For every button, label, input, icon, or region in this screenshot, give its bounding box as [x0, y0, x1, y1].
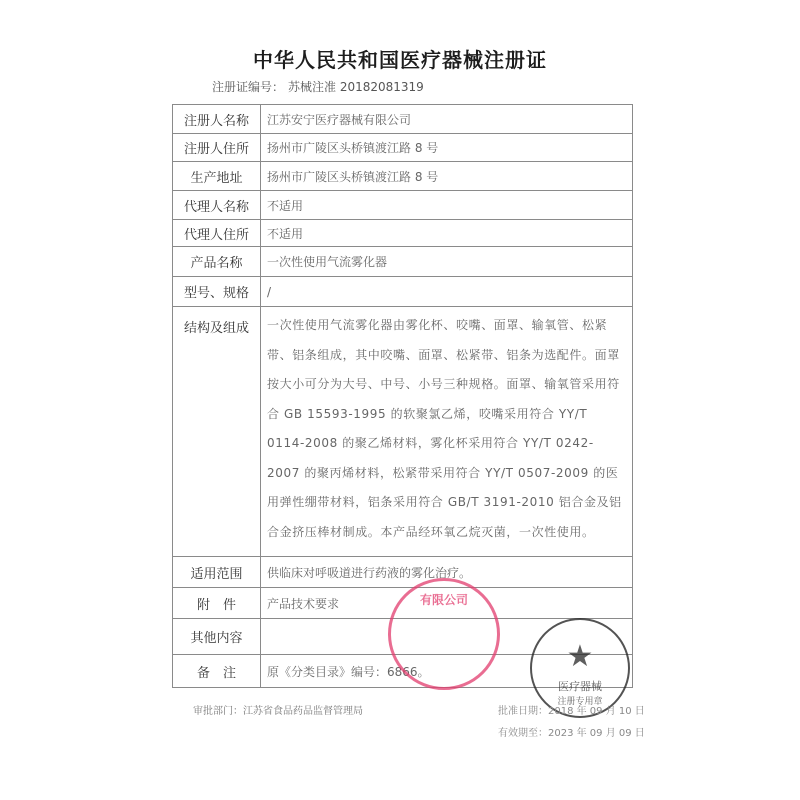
document-title: 中华人民共和国医疗器械注册证 [253, 48, 547, 72]
row-label: 产品名称 [173, 247, 261, 277]
row-label: 生产地址 [173, 162, 261, 191]
table-row [173, 191, 633, 220]
approval-department-label: 审批部门： [193, 706, 243, 717]
row-label: 注册人名称 [173, 105, 261, 134]
valid-until-label: 有效期至： [498, 728, 548, 739]
row-value: / [261, 277, 633, 307]
registration-number-label: 注册证编号： [212, 80, 285, 94]
row-label: 结构及组成 [173, 307, 261, 557]
row-label: 适用范围 [173, 557, 261, 588]
table-row [173, 277, 633, 307]
table-row [173, 307, 633, 557]
row-value: 原《分类目录》编号：6866。 [261, 655, 633, 688]
approval-date-value: 2018 年 09 月 10 日 [548, 706, 645, 717]
row-value: 江苏安宁医疗器械有限公司 [261, 105, 633, 134]
row-label: 其他内容 [173, 619, 261, 655]
row-value: 一次性使用气流雾化器由雾化杯、咬嘴、面罩、输氧管、松紧带、铝条组成，其中咬嘴、面罩、松紧带、铝条为选配件。面罩按大小可分为大号、中号、小号三种规格。面罩、输氧管采用符合 GB 15593-1995 的软聚氯乙烯，咬嘴采用符合 YY/T 0114-2008 的聚乙烯材料，雾化杯采用符合 YY/T 0242-2007 的聚丙烯材料，松紧带采用符合 YY/T 0507-2009 的医用弹性绷带材料，铝条采用符合 GB/T 3191-2010 铝合金及铝合金挤压棒材制成。本产品经环氧乙烷灭菌，一次性使用。 [261, 307, 633, 557]
row-value: 扬州市广陵区头桥镇渡江路 8 号 [261, 162, 633, 191]
row-value: 供临床对呼吸道进行药液的雾化治疗。 [261, 557, 633, 588]
table-row [173, 134, 633, 162]
valid-until-value: 2023 年 09 月 09 日 [548, 728, 645, 739]
row-value: 扬州市广陵区头桥镇渡江路 8 号 [261, 134, 633, 162]
official-seal-mid-text: 医疗器械 [558, 680, 602, 693]
approval-date-label: 批准日期： [498, 706, 548, 717]
table-row [173, 162, 633, 191]
table-row [173, 247, 633, 277]
row-value: 不适用 [261, 191, 633, 220]
star-icon: ★ [566, 639, 594, 674]
official-seal-bottom-text: 注册专用章 [557, 697, 603, 707]
table-row [173, 557, 633, 588]
row-value: 不适用 [261, 220, 633, 247]
registration-number [212, 78, 424, 95]
valid-until [498, 724, 645, 739]
table-row [173, 220, 633, 247]
company-seal-stamp [388, 578, 500, 690]
approval-date [498, 702, 645, 717]
row-label: 代理人住所 [173, 220, 261, 247]
approval-department-value: 江苏省食品药品监督管理局 [243, 706, 363, 717]
table-row [173, 105, 633, 134]
row-label: 备 注 [173, 655, 261, 688]
row-label: 注册人住所 [173, 134, 261, 162]
row-label: 型号、规格 [173, 277, 261, 307]
company-seal-text: 有限公司 [419, 593, 468, 607]
row-label: 代理人名称 [173, 191, 261, 220]
registration-number-value: 苏械注准 20182081319 [288, 80, 424, 94]
approval-department [193, 702, 363, 717]
row-value: 一次性使用气流雾化器 [261, 247, 633, 277]
row-label: 附 件 [173, 588, 261, 619]
row-value: 产品技术要求 [261, 588, 633, 619]
